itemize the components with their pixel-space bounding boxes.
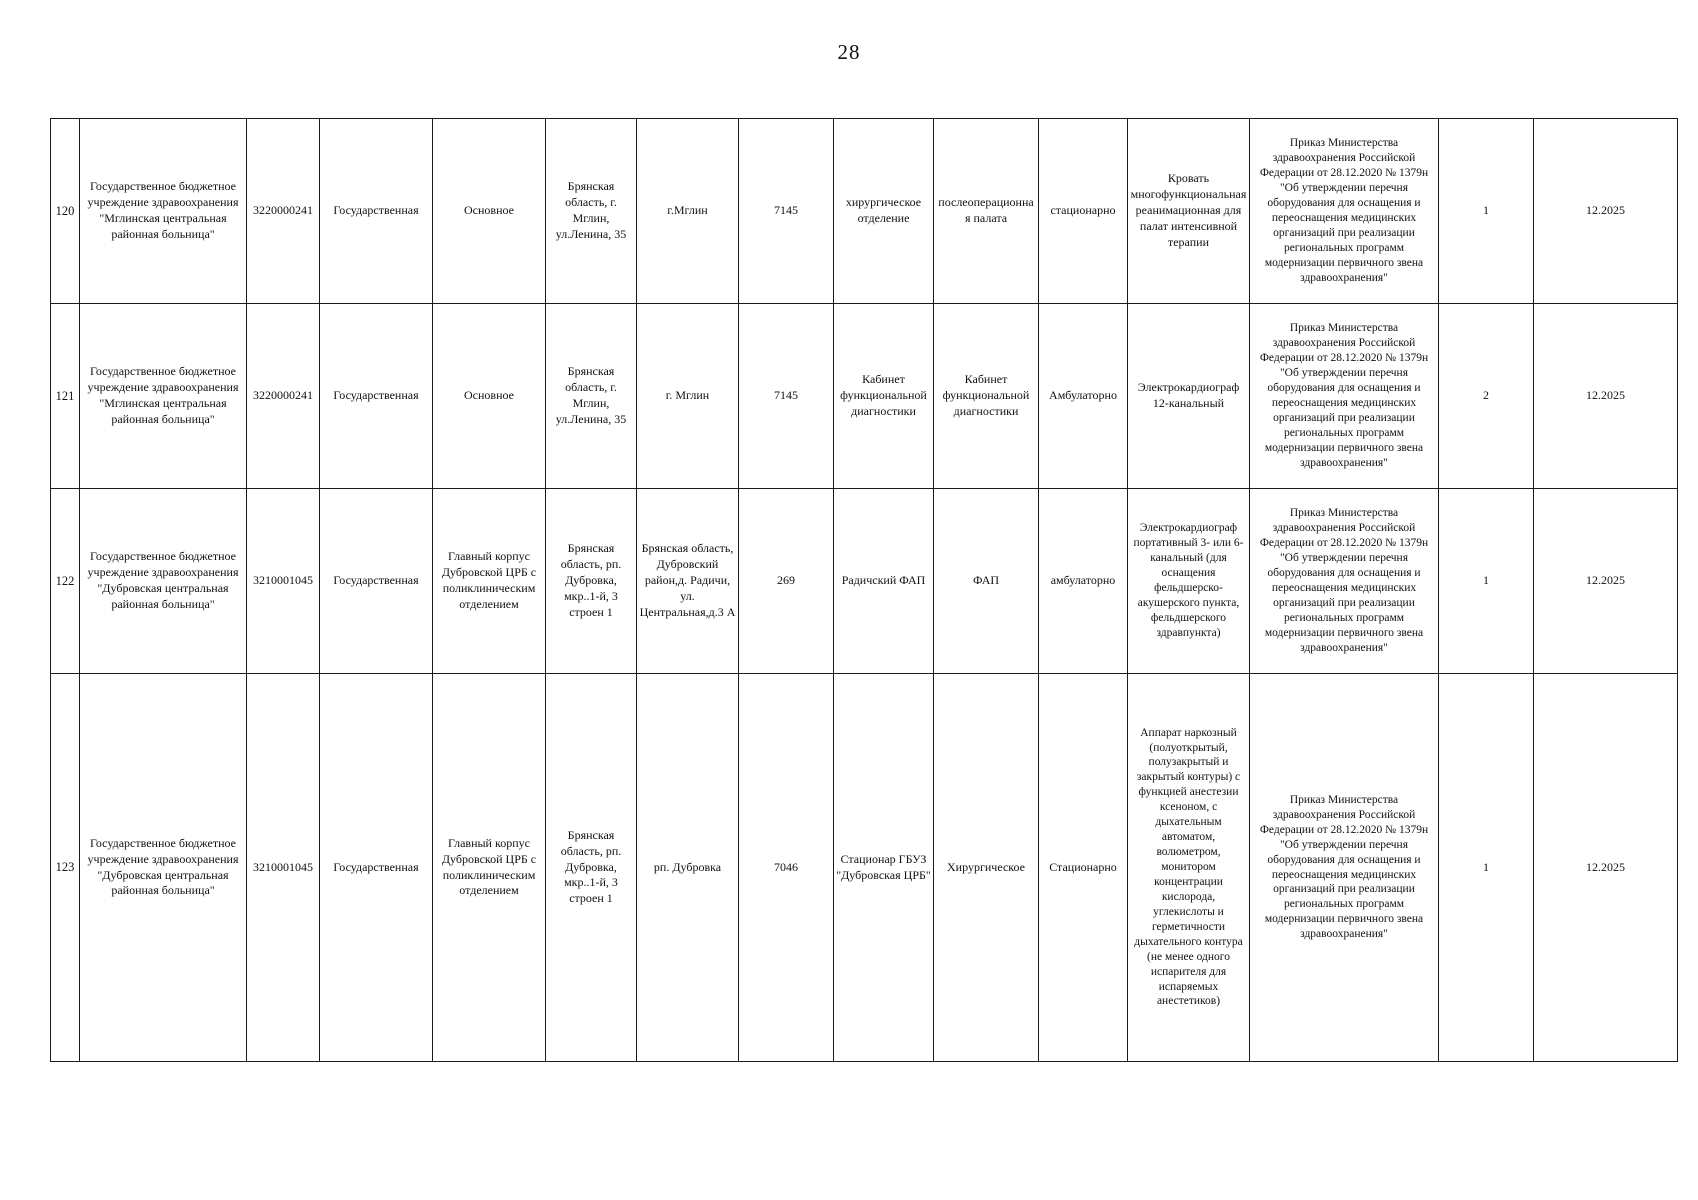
equipment-name: Кровать многофункциональная реанимационная для палат интенсивной терапии bbox=[1128, 119, 1250, 304]
delivery-date: 12.2025 bbox=[1534, 304, 1678, 489]
room: Кабинет функциональной диагностики bbox=[934, 304, 1039, 489]
regulatory-order: Приказ Министерства здравоохранения Российской Федерации от 28.12.2020 № 1379н "Об утверждении перечня оборудования для оснащения и переоснащения медицинских организаций при реализации региональных программ модернизации первичного звена здравоохранения" bbox=[1250, 119, 1439, 304]
organization-name: Государственное бюджетное учреждение здравоохранения "Мглинская центральная районная больница" bbox=[80, 119, 247, 304]
delivery-date: 12.2025 bbox=[1534, 489, 1678, 674]
care-mode: стационарно bbox=[1039, 119, 1128, 304]
building-address: Брянская область, рп. Дубровка, мкр..1-й, 3 строен 1 bbox=[546, 674, 637, 1062]
quantity: 1 bbox=[1439, 119, 1534, 304]
regulatory-order: Приказ Министерства здравоохранения Российской Федерации от 28.12.2020 № 1379н "Об утверждении перечня оборудования для оснащения и переоснащения медицинских организаций при реализации региональных программ модернизации первичного звена здравоохранения" bbox=[1250, 489, 1439, 674]
organization-code: 3210001045 bbox=[247, 489, 320, 674]
quantity: 2 bbox=[1439, 304, 1534, 489]
delivery-date: 12.2025 bbox=[1534, 119, 1678, 304]
ownership-form: Государственная bbox=[320, 489, 433, 674]
table-row bbox=[51, 119, 1678, 304]
department: Кабинет функциональной диагностики bbox=[834, 304, 934, 489]
page-number: 28 bbox=[837, 40, 861, 64]
population: 7145 bbox=[739, 119, 834, 304]
building-address: Брянская область, г. Мглин, ул.Ленина, 35 bbox=[546, 304, 637, 489]
organization-code: 3220000241 bbox=[247, 304, 320, 489]
population: 7046 bbox=[739, 674, 834, 1062]
organization-name: Государственное бюджетное учреждение здравоохранения "Дубровская центральная районная больница" bbox=[80, 674, 247, 1062]
care-mode: амбулаторно bbox=[1039, 489, 1128, 674]
building-type: Основное bbox=[433, 304, 546, 489]
equipment-name: Электрокардиограф 12-канальный bbox=[1128, 304, 1250, 489]
department: Стационар ГБУЗ "Дубровская ЦРБ" bbox=[834, 674, 934, 1062]
table-row bbox=[51, 304, 1678, 489]
room: Хирургическое bbox=[934, 674, 1039, 1062]
care-mode: Стационарно bbox=[1039, 674, 1128, 1062]
organization-code: 3220000241 bbox=[247, 119, 320, 304]
room: послеоперационная палата bbox=[934, 119, 1039, 304]
row-number: 121 bbox=[51, 304, 80, 489]
population: 269 bbox=[739, 489, 834, 674]
row-number: 122 bbox=[51, 489, 80, 674]
care-mode: Амбулаторно bbox=[1039, 304, 1128, 489]
row-number: 123 bbox=[51, 674, 80, 1062]
delivery-date: 12.2025 bbox=[1534, 674, 1678, 1062]
organization-name: Государственное бюджетное учреждение здравоохранения "Мглинская центральная районная больница" bbox=[80, 304, 247, 489]
department: Радичский ФАП bbox=[834, 489, 934, 674]
organization-name: Государственное бюджетное учреждение здравоохранения "Дубровская центральная районная больница" bbox=[80, 489, 247, 674]
row-number: 120 bbox=[51, 119, 80, 304]
building-type: Основное bbox=[433, 119, 546, 304]
building-type: Главный корпус Дубровской ЦРБ с поликлиническим отделением bbox=[433, 489, 546, 674]
quantity: 1 bbox=[1439, 489, 1534, 674]
locality: г. Мглин bbox=[637, 304, 739, 489]
ownership-form: Государственная bbox=[320, 304, 433, 489]
table-row bbox=[51, 489, 1678, 674]
equipment-name: Аппарат наркозный (полуоткрытый, полузакрытый и закрытый контуры) с функцией анестезии ксеноном, с дыхательным автоматом, волюметром, монитором концентрации кислорода, углекислоты и герметичности дыхательного контура (не менее одного испарителя для испаряемых анестетиков) bbox=[1128, 674, 1250, 1062]
locality: Брянская область, Дубровский район,д. Радичи, ул. Центральная,д.3 А bbox=[637, 489, 739, 674]
department: хирургическое отделение bbox=[834, 119, 934, 304]
quantity: 1 bbox=[1439, 674, 1534, 1062]
equipment-name: Электрокардиограф портативный 3- или 6-канальный (для оснащения фельдшерско-акушерского пункта, фельдшерского здравпункта) bbox=[1128, 489, 1250, 674]
table-row bbox=[51, 674, 1678, 1062]
regulatory-order: Приказ Министерства здравоохранения Российской Федерации от 28.12.2020 № 1379н "Об утверждении перечня оборудования для оснащения и переоснащения медицинских организаций при реализации региональных программ модернизации первичного звена здравоохранения" bbox=[1250, 304, 1439, 489]
locality: рп. Дубровка bbox=[637, 674, 739, 1062]
building-address: Брянская область, рп. Дубровка, мкр..1-й, 3 строен 1 bbox=[546, 489, 637, 674]
equipment-table bbox=[50, 118, 1678, 1062]
regulatory-order: Приказ Министерства здравоохранения Российской Федерации от 28.12.2020 № 1379н "Об утверждении перечня оборудования для оснащения и переоснащения медицинских организаций при реализации региональных программ модернизации первичного звена здравоохранения" bbox=[1250, 674, 1439, 1062]
ownership-form: Государственная bbox=[320, 674, 433, 1062]
building-address: Брянская область, г. Мглин, ул.Ленина, 35 bbox=[546, 119, 637, 304]
building-type: Главный корпус Дубровской ЦРБ с поликлиническим отделением bbox=[433, 674, 546, 1062]
population: 7145 bbox=[739, 304, 834, 489]
locality: г.Мглин bbox=[637, 119, 739, 304]
ownership-form: Государственная bbox=[320, 119, 433, 304]
room: ФАП bbox=[934, 489, 1039, 674]
organization-code: 3210001045 bbox=[247, 674, 320, 1062]
